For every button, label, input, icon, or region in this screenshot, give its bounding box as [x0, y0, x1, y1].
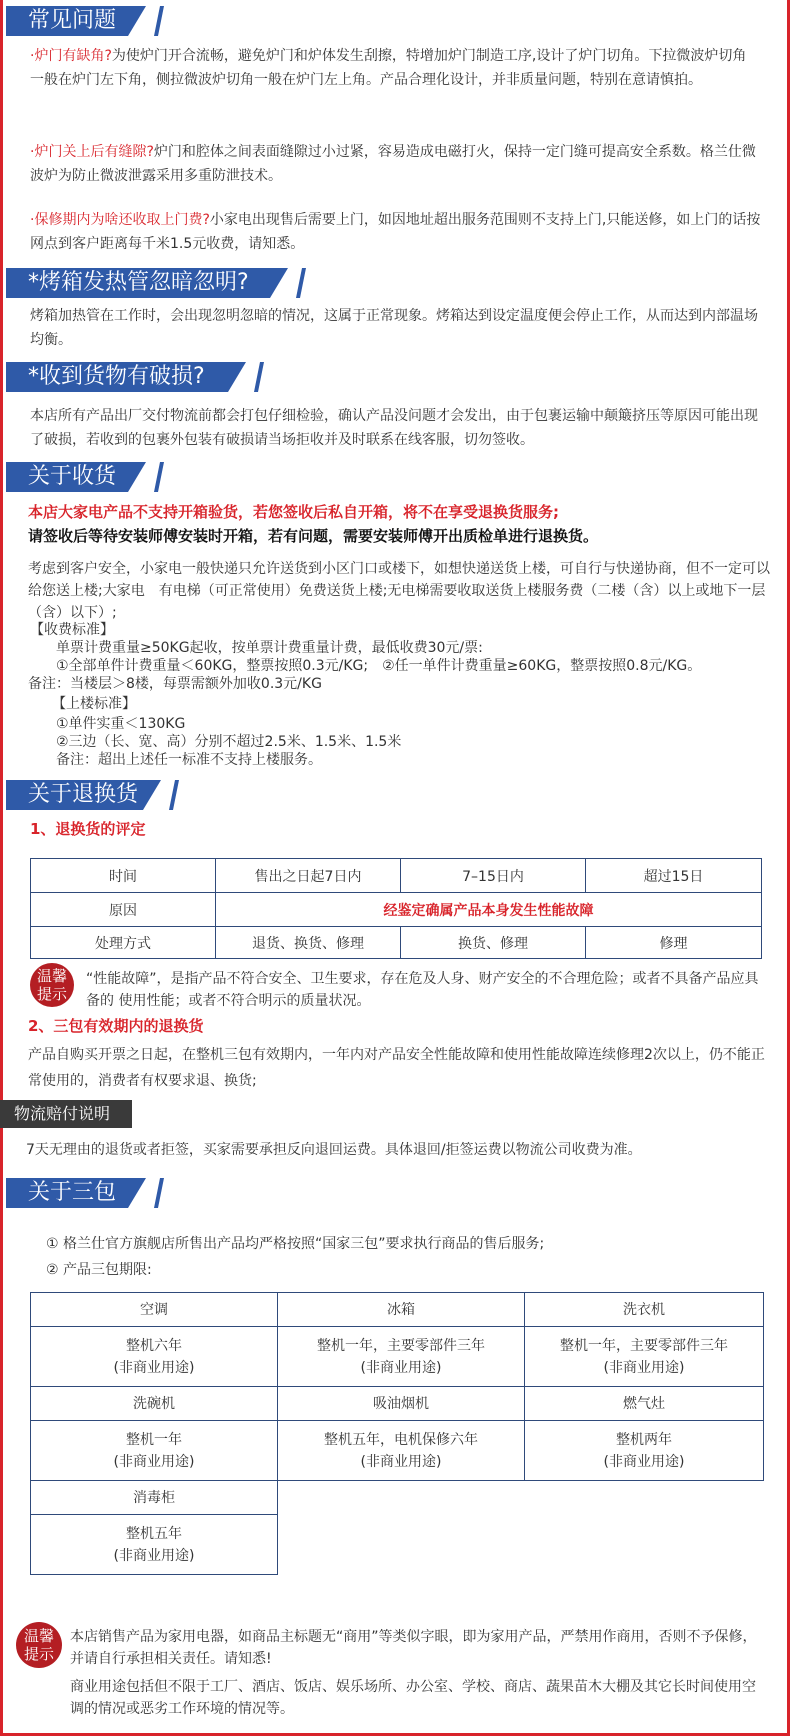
- warranty-cell: [31, 1515, 278, 1575]
- warranty-cell-text: 整机两年: [616, 1431, 672, 1448]
- receive-fee-note: 备注：当楼层＞8楼，每票需额外加收0.3元/KG: [28, 676, 322, 692]
- faq-q1-text: 为使炉门开合流畅，避免炉门和炉体发生刮擦，特增加炉门制造工序,设计了炉门切角。下拉微波炉切角一般在炉门左下角，侧拉微波炉切角一般在炉门左上角。产品合理化设计，并非质量问题，特别在意请慎拍。: [30, 48, 747, 88]
- faq-title: 常见问题: [28, 8, 117, 33]
- return-table-cell: 7–15日内: [401, 859, 586, 893]
- return-table-cell: 修理: [586, 927, 762, 959]
- return-table-cell: 超过15日: [586, 859, 762, 893]
- receive-stair-note: 备注：超出上述任一标准不支持上楼服务。: [56, 752, 322, 768]
- warranty-cell: 燃气灶: [525, 1387, 764, 1421]
- warranty-cell-text: 整机一年，主要零部件三年: [560, 1337, 728, 1354]
- return-table: [30, 858, 762, 959]
- faq-q3-label: ·保修期内为啥还收取上门费?: [30, 212, 210, 228]
- warranty-cell: 洗衣机: [525, 1293, 764, 1327]
- receive-para: 考虑到客户安全，小家电一般快递只允许送货到小区门口或楼下，如想快递送货上楼，可自行与快递协商，但不一定可以给您送上楼;大家电 有电梯（可正常使用）免费送货上楼;无电梯需要收取送货上楼服务费（二楼（含）以上或地下一层（含）以下）;: [28, 561, 770, 621]
- damage-title: *收到货物有破损?: [28, 364, 205, 389]
- return-sub1: 1、退换货的评定: [30, 820, 146, 838]
- return-table-cell: 经鉴定确属产品本身发生性能故障: [216, 893, 762, 927]
- tip-badge-line2: 提示: [36, 985, 67, 1003]
- receive-stair1: ①单件实重＜130KG: [56, 716, 186, 732]
- return-table-cell: 换货、修理: [401, 927, 586, 959]
- return-table-cell: 时间: [31, 859, 216, 893]
- faq-q3-text: 小家电出现售后需要上门，如因地址超出服务范围则不支持上门,只能送修，如上门的话按网点到客户距离每千米1.5元收费，请知悉。: [30, 212, 761, 252]
- section-banner-return: [6, 780, 181, 810]
- warranty-cell-note: (非商业用途): [360, 1359, 442, 1376]
- warranty-cell: [31, 1327, 278, 1387]
- receive-title: 关于收货: [28, 464, 117, 489]
- receive-warn1: 本店大家电产品不支持开箱验货，若您签收后私自开箱，将不在享受退换货服务;: [28, 503, 560, 521]
- return-sub2: 2、三包有效期内的退换货: [28, 1017, 204, 1035]
- warranty-cell: [278, 1327, 525, 1387]
- warranty-cell-note: (非商业用途): [360, 1453, 442, 1470]
- warranty-cell-note: (非商业用途): [603, 1359, 685, 1376]
- faq-q2: [30, 140, 760, 188]
- return-table-cell: 退货、换货、修理: [216, 927, 401, 959]
- warranty-cell: [525, 1421, 764, 1481]
- receive-stair-title: 【上楼标准】: [52, 696, 136, 712]
- warranty-cell: 洗碗机: [31, 1387, 278, 1421]
- return-table-cell: 处理方式: [31, 927, 216, 959]
- warranty-cell-text: 整机一年: [126, 1431, 182, 1448]
- return-table-cell: 原因: [31, 893, 216, 927]
- warranty-cell: 冰箱: [278, 1293, 525, 1327]
- warranty-table: [30, 1292, 764, 1575]
- warranty-empty: [278, 1481, 525, 1515]
- oven-title: *烤箱发热管忽暗忽明?: [28, 270, 249, 295]
- oven-text: 烤箱加热管在工作时，会出现忽明忽暗的情况，这属于正常现象。烤箱达到设定温度便会停止工作，从而达到内部温场均衡。: [30, 308, 758, 348]
- warranty-cell-text: 整机五年: [126, 1525, 182, 1542]
- receive-fee-line2: ①全部单件计费重量＜60KG，整票按照0.3元/KG; ②任一单件计费重量≥60KG，整票按照0.8元/KG。: [56, 658, 702, 674]
- section-banner-oven: [6, 268, 306, 298]
- damage-text: 本店所有产品出厂交付物流前都会打包仔细检验，确认产品没问题才会发出，由于包裹运输中颠簸挤压等原因可能出现了破损，若收到的包裹外包装有破损请当场拒收并及时联系在线客服，切勿签收。: [30, 408, 758, 448]
- warranty-tip1: 本店销售产品为家用电器，如商品主标题无“商用”等类似字眼，即为家用产品，严禁用作商用，否则不予保修，并请自行承担相关责任。请知悉!: [70, 1629, 757, 1667]
- logistics-title: 物流赔付说明: [0, 1100, 132, 1128]
- warranty-line1: ① 格兰仕官方旗舰店所售出产品均严格按照“国家三包”要求执行商品的售后服务;: [46, 1236, 545, 1252]
- tip-badge-line2: 提示: [23, 1645, 54, 1663]
- warranty-cell: [278, 1421, 525, 1481]
- faq-q2-text: 炉门和腔体之间表面缝隙过小过紧，容易造成电磁打火，保持一定门缝可提高安全系数。格兰仕微波炉为防止微波泄露采用多重防泄技术。: [30, 144, 756, 184]
- warranty-cell-note: (非商业用途): [603, 1453, 685, 1470]
- warranty-cell-text: 整机一年，主要零部件三年: [317, 1337, 485, 1354]
- faq-q1-label: ·炉门有缺角?: [30, 48, 112, 64]
- tip-badge: [30, 963, 74, 1007]
- return-tip: “性能故障”，是指产品不符合安全、卫生要求，存在危及人身、财产安全的不合理危险；或者不具备产品应具备的 使用性能；或者不符合明示的质量状况。: [86, 971, 759, 1009]
- tip-badge: [16, 1622, 62, 1668]
- return-table-cell: 售出之日起7日内: [216, 859, 401, 893]
- receive-fee-line1: 单票计费重量≥50KG起收，按单票计费重量计费，最低收费30元/票:: [56, 640, 483, 656]
- warranty-cell: 吸油烟机: [278, 1387, 525, 1421]
- faq-q3: [30, 208, 770, 256]
- warranty-cell-note: (非商业用途): [113, 1453, 195, 1470]
- faq-q1: [30, 44, 760, 92]
- return-title: 关于退换货: [28, 782, 139, 807]
- page-border-left: [0, 0, 3, 1736]
- warranty-empty: [278, 1515, 525, 1575]
- return-para: 产品自购买开票之日起，在整机三包有效期内，一年内对产品安全性能故障和使用性能故障连续修理2次以上，仍不能正常使用的，消费者有权要求退、换货;: [28, 1047, 765, 1089]
- warranty-cell: 空调: [31, 1293, 278, 1327]
- faq-q2-label: ·炉门关上后有缝隙?: [30, 144, 154, 160]
- warranty-cell: [31, 1421, 278, 1481]
- section-banner-receive: [6, 462, 166, 492]
- tip-badge-line1: 温馨: [23, 1627, 54, 1645]
- warranty-cell-text: 整机六年: [126, 1337, 182, 1354]
- warranty-tip2: 商业用途包括但不限于工厂、酒店、饭店、娱乐场所、办公室、学校、商店、蔬果苗木大棚及其它长时间使用空调的情况或恶劣工作环境的情况等。: [70, 1679, 756, 1717]
- section-banner-warranty: [6, 1178, 166, 1208]
- warranty-line2: ② 产品三包期限:: [46, 1262, 152, 1278]
- logistics-text: 7天无理由的退货或者拒签，买家需要承担反向退回运费。具体退回/拒签运费以物流公司收费为准。: [26, 1142, 642, 1158]
- receive-stair2: ②三边（长、宽、高）分别不超过2.5米、1.5米、1.5米: [56, 734, 402, 750]
- warranty-cell-note: (非商业用途): [113, 1547, 195, 1564]
- section-banner-faq: [6, 6, 166, 36]
- warranty-empty: [525, 1481, 764, 1515]
- tip-badge-line1: 温馨: [36, 967, 67, 985]
- receive-warn2: 请签收后等待安装师傅安装时开箱，若有问题，需要安装师傅开出质检单进行退换货。: [28, 527, 599, 545]
- section-banner-damage: [6, 362, 266, 392]
- warranty-cell-text: 整机五年，电机保修六年: [324, 1431, 478, 1448]
- warranty-cell: 消毒柜: [31, 1481, 278, 1515]
- warranty-cell-note: (非商业用途): [113, 1359, 195, 1376]
- receive-fee-title: 【收费标准】: [30, 622, 114, 638]
- warranty-cell: [525, 1327, 764, 1387]
- warranty-title: 关于三包: [28, 1180, 117, 1205]
- warranty-empty: [525, 1515, 764, 1575]
